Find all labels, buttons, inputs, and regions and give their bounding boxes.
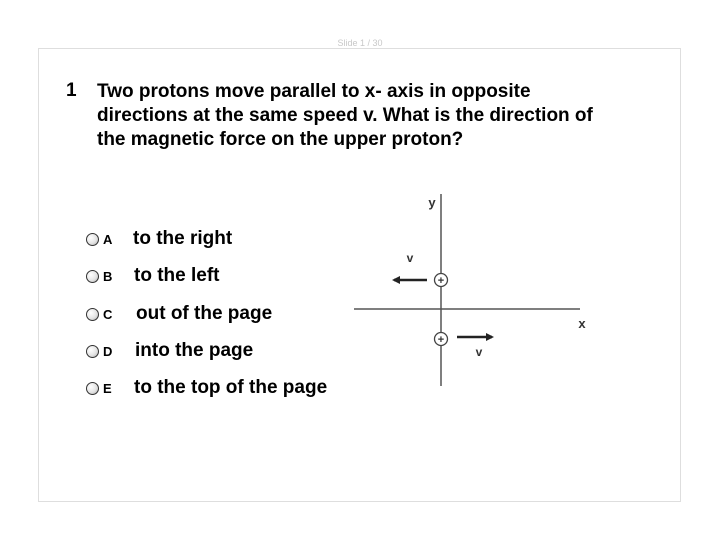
lower-proton-charge: + (437, 334, 445, 346)
option-c-radio[interactable] (86, 308, 99, 321)
option-a-radio[interactable] (86, 233, 99, 246)
lower-velocity-label: v (475, 345, 483, 359)
question-text: Two protons move parallel to x- axis in opposite directions at the same speed v. What is the direction of the magnetic force on the upper proton? (97, 81, 593, 150)
option-e-text: to the top of the page (134, 377, 328, 398)
option-d-letter: D (103, 344, 113, 359)
x-axis-label: x (578, 316, 586, 331)
option-a-text: to the right (133, 228, 233, 249)
option-d-radio[interactable] (86, 345, 99, 358)
proton-diagram (350, 188, 600, 388)
slide-counter: Slide 1 / 30 (337, 38, 383, 48)
option-e-letter: E (103, 381, 112, 396)
option-b-radio[interactable] (86, 270, 99, 283)
question-number: 1 (66, 80, 77, 101)
option-b-letter: B (103, 269, 113, 284)
option-d-text: into the page (135, 340, 254, 361)
option-c-letter: C (103, 307, 113, 322)
option-b-text: to the left (134, 265, 220, 286)
option-c-text: out of the page (136, 303, 273, 324)
y-axis-label: y (428, 195, 436, 210)
upper-proton-charge: + (437, 275, 445, 287)
option-e-radio[interactable] (86, 382, 99, 395)
upper-velocity-label: v (406, 251, 414, 265)
option-a-letter: A (103, 232, 113, 247)
